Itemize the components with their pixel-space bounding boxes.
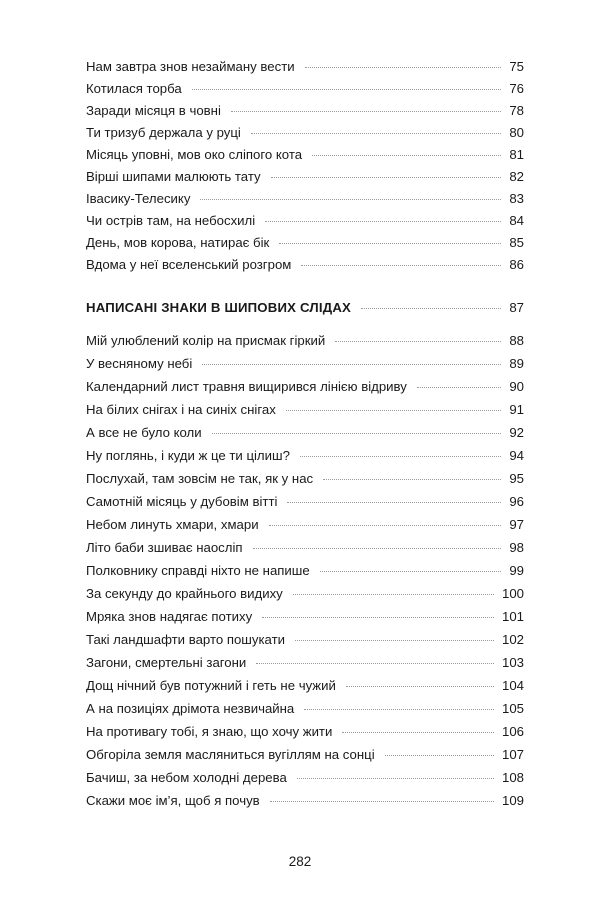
toc-entry — [86, 469, 524, 489]
toc-entry — [86, 377, 524, 397]
dot-leader — [212, 433, 502, 434]
toc-entry-page: 90 — [509, 379, 524, 394]
toc-entry — [86, 331, 524, 351]
dot-leader — [297, 778, 494, 779]
toc-entry-title: Скажи моє ім’я, щоб я почув — [86, 793, 260, 808]
toc-entry-title: Літо баби зшиває наосліп — [86, 540, 243, 555]
section-page: 87 — [509, 300, 524, 315]
toc-entry-page: 103 — [501, 655, 524, 670]
toc-entry — [86, 446, 524, 466]
dot-leader — [262, 617, 494, 618]
toc-entry-page: 101 — [501, 609, 524, 624]
toc-entry-title: Послухай, там зовсім не так, як у нас — [86, 471, 314, 486]
toc-entry-title: У весняному небі — [86, 356, 193, 371]
toc-entry — [86, 653, 524, 673]
toc-entry-page: 100 — [501, 586, 524, 601]
toc-entry — [86, 607, 524, 627]
toc-entry-page: 81 — [509, 147, 524, 162]
toc-entry-title: Такі ландшафти варто пошукати — [86, 632, 285, 647]
toc-entry-page: 104 — [501, 678, 524, 693]
toc-entry-title: Обгоріла земля масляниться вугіллям на сонці — [86, 747, 375, 762]
toc-entry-page: 97 — [509, 517, 524, 532]
dot-leader — [231, 111, 501, 112]
dot-leader — [335, 341, 501, 342]
toc-entry-page: 75 — [509, 59, 524, 74]
toc-entry — [86, 167, 524, 187]
toc-entry — [86, 255, 524, 275]
toc-entry-page: 106 — [501, 724, 524, 739]
dot-leader — [417, 387, 501, 388]
toc-entry — [86, 211, 524, 231]
toc-entry-title: Загони, смертельні загони — [86, 655, 247, 670]
dot-leader — [385, 755, 494, 756]
dot-leader — [253, 548, 502, 549]
dot-leader — [304, 709, 494, 710]
toc-entry — [86, 423, 524, 443]
toc-entry-page: 92 — [509, 425, 524, 440]
toc-entry-title: Самотній місяць у дубовім вітті — [86, 494, 278, 509]
dot-leader — [270, 801, 494, 802]
dot-leader — [301, 265, 501, 266]
toc-entry-page: 96 — [509, 494, 524, 509]
toc-entry-page: 95 — [509, 471, 524, 486]
toc-entry-title: Місяць уповні, мов око сліпого кота — [86, 147, 303, 162]
toc-entry — [86, 400, 524, 420]
toc-entry-page: 102 — [501, 632, 524, 647]
toc-entry-title: Мряка знов надягає потиху — [86, 609, 253, 624]
toc-entry-title: Небом линуть хмари, хмари — [86, 517, 259, 532]
dot-leader — [320, 571, 502, 572]
toc-entry — [86, 538, 524, 558]
dot-leader — [287, 502, 501, 503]
page-number: 282 — [288, 854, 312, 869]
toc-entry-title: Вдома у неї вселенський розгром — [86, 257, 292, 272]
toc-entry-page: 94 — [509, 448, 524, 463]
dot-leader — [192, 89, 502, 90]
toc-entry — [86, 233, 524, 253]
dot-leader — [256, 663, 494, 664]
toc-entry — [86, 722, 524, 742]
dot-leader — [269, 525, 502, 526]
toc-entry — [86, 101, 524, 121]
toc-entry-title: Нам завтра знов незайману вести — [86, 59, 295, 74]
dot-leader — [271, 177, 502, 178]
toc-entry-page: 108 — [501, 770, 524, 785]
toc-entry-page: 91 — [509, 402, 524, 417]
toc-entry-page: 76 — [509, 81, 524, 96]
toc-entry-title: Вірші шипами малюють тату — [86, 169, 261, 184]
section-title: НАПИСАНІ ЗНАКИ В ШИПОВИХ СЛІДАХ — [86, 300, 352, 315]
dot-leader — [305, 67, 502, 68]
toc-entry-title: Мій улюблений колір на присмак гіркий — [86, 333, 326, 348]
toc-section-heading — [86, 298, 524, 318]
toc-entry-page: 86 — [509, 257, 524, 272]
toc-entry — [86, 57, 524, 77]
toc-entry — [86, 145, 524, 165]
dot-leader — [293, 594, 494, 595]
dot-leader — [346, 686, 494, 687]
toc-entry-title: На противагу тобі, я знаю, що хочу жити — [86, 724, 333, 739]
toc-entry — [86, 676, 524, 696]
toc-entry — [86, 630, 524, 650]
toc-entry-page: 82 — [509, 169, 524, 184]
toc-entry — [86, 123, 524, 143]
toc-entry-page: 105 — [501, 701, 524, 716]
toc-entry-page: 88 — [509, 333, 524, 348]
toc-entry-page: 78 — [509, 103, 524, 118]
toc-entry — [86, 561, 524, 581]
toc-entry-title: На білих снігах і на синіх снігах — [86, 402, 276, 417]
dot-leader — [265, 221, 501, 222]
toc-entry-title: За секунду до крайнього видиху — [86, 586, 283, 601]
toc-entry-title: Бачиш, за небом холодні дерева — [86, 770, 287, 785]
dot-leader — [295, 640, 494, 641]
toc-entry — [86, 768, 524, 788]
dot-leader — [251, 133, 501, 134]
toc-entry-title: А все не було коли — [86, 425, 202, 440]
toc-entry-title: День, мов корова, натирає бік — [86, 235, 270, 250]
toc-entry — [86, 79, 524, 99]
dot-leader — [312, 155, 501, 156]
toc-entry — [86, 791, 524, 811]
dot-leader — [300, 456, 501, 457]
toc-entry — [86, 354, 524, 374]
toc-entry — [86, 515, 524, 535]
toc-entry-page: 89 — [509, 356, 524, 371]
toc-entry-page: 107 — [501, 747, 524, 762]
toc-entry-title: Календарний лист травня вищирився лінією відриву — [86, 379, 407, 394]
toc-entry-title: Заради місяця в човні — [86, 103, 221, 118]
toc-entry — [86, 745, 524, 765]
dot-leader — [200, 199, 501, 200]
toc-entry-page: 99 — [509, 563, 524, 578]
toc-entry-page: 98 — [509, 540, 524, 555]
toc-entry-title: А на позиціях дрімота незвичайна — [86, 701, 295, 716]
toc-entry-page: 80 — [509, 125, 524, 140]
toc-entry-title: Чи острів там, на небосхилі — [86, 213, 256, 228]
toc-entry-page: 83 — [509, 191, 524, 206]
dot-leader — [361, 308, 501, 309]
toc-entry-page: 85 — [509, 235, 524, 250]
toc-entry-page: 109 — [501, 793, 524, 808]
toc-entry-title: Дощ нічний був потужний і геть не чужий — [86, 678, 336, 693]
dot-leader — [286, 410, 502, 411]
dot-leader — [342, 732, 494, 733]
toc-entry — [86, 189, 524, 209]
toc-entry — [86, 492, 524, 512]
dot-leader — [323, 479, 501, 480]
toc-entry-title: Івасику-Телесику — [86, 191, 191, 206]
toc-entry-title: Котилася торба — [86, 81, 182, 96]
toc-entry — [86, 699, 524, 719]
toc-entry-title: Ну поглянь, і куди ж це ти цілиш? — [86, 448, 290, 463]
toc-entry-title: Ти тризуб держала у руці — [86, 125, 241, 140]
dot-leader — [279, 243, 501, 244]
toc-entry — [86, 584, 524, 604]
dot-leader — [202, 364, 501, 365]
toc-entry-title: Полковнику справді ніхто не напише — [86, 563, 310, 578]
toc-entry-page: 84 — [509, 213, 524, 228]
